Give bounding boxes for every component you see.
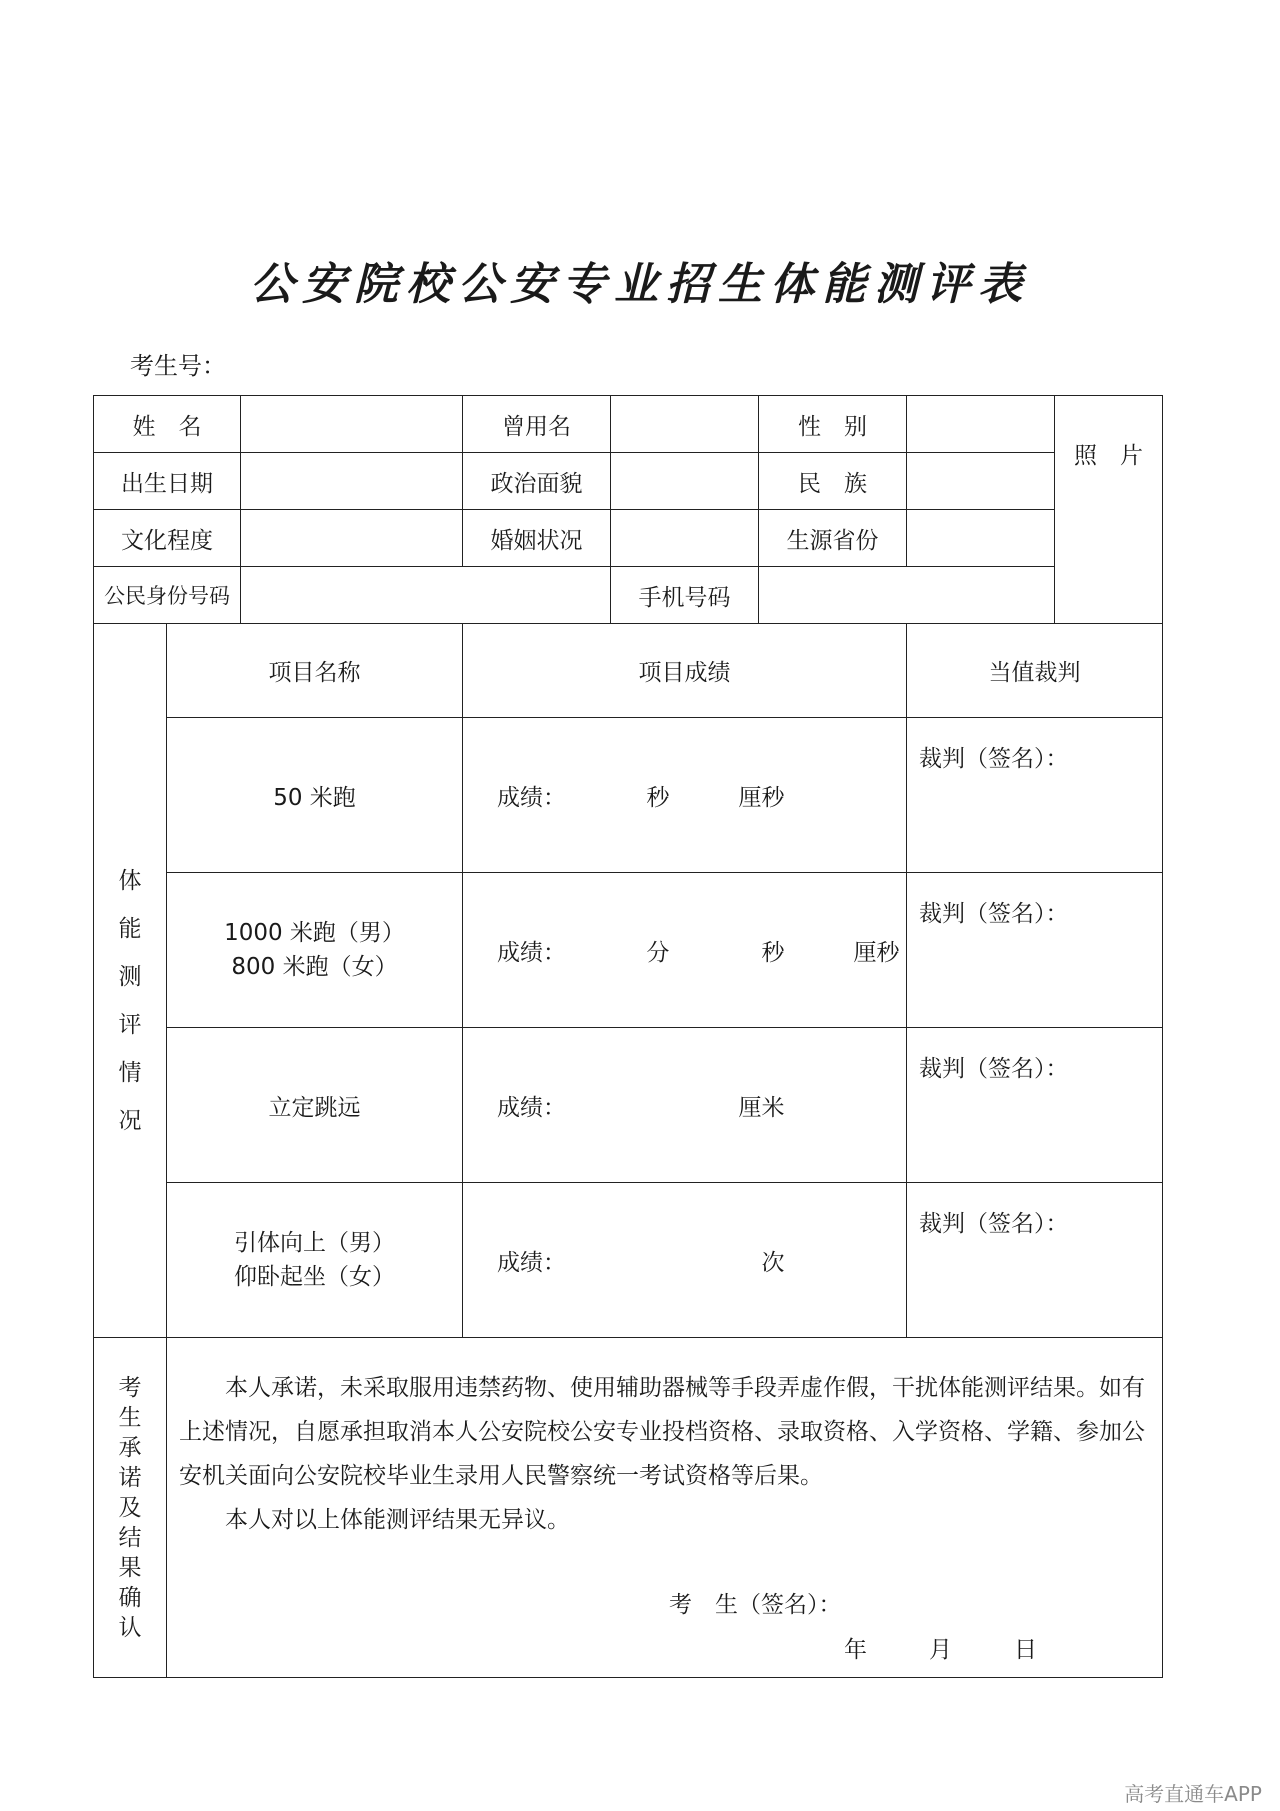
former-name-label: 曾用名 — [463, 396, 611, 453]
ethnicity-field[interactable] — [907, 453, 1055, 510]
section-char: 确 — [118, 1584, 142, 1611]
birth-field[interactable] — [241, 453, 463, 510]
id-number-field[interactable] — [241, 567, 611, 624]
promise-paragraph-2: 本人对以上体能测评结果无异议。 — [225, 1507, 570, 1533]
section-char: 结 — [118, 1524, 142, 1551]
header-judge: 当值裁判 — [907, 624, 1163, 718]
political-field[interactable] — [611, 453, 759, 510]
section-char: 果 — [118, 1554, 142, 1581]
score-pullup-situp[interactable]: 成绩： 次 — [463, 1183, 907, 1338]
score-standing-jump[interactable]: 成绩： 厘米 — [463, 1028, 907, 1183]
promise-section-label — [94, 1338, 167, 1678]
item-name-line: 引体向上（男） — [234, 1230, 395, 1256]
gender-label: 性 别 — [759, 396, 907, 453]
marital-field[interactable] — [611, 510, 759, 567]
judge-pullup-situp[interactable]: 裁判（签名）： — [907, 1183, 1163, 1338]
candidate-signature[interactable]: 考 生（签名）： — [669, 1592, 842, 1618]
promise-content — [167, 1338, 1163, 1678]
item-name-line: 立定跳远 — [268, 1094, 361, 1121]
item-pullup-situp — [167, 1183, 463, 1338]
item-name-line: 800 米跑（女） — [231, 954, 398, 980]
item-1000m-800m — [167, 873, 463, 1028]
section-char: 认 — [118, 1614, 142, 1641]
header-item-score: 项目成绩 — [463, 624, 907, 718]
province-field[interactable] — [907, 510, 1055, 567]
judge-standing-jump[interactable]: 裁判（签名）： — [907, 1028, 1163, 1183]
form-title: 公安院校公安专业招生体能测评表 — [250, 259, 1030, 310]
section-char: 及 — [118, 1494, 142, 1521]
judge-50m[interactable]: 裁判（签名）： — [907, 718, 1163, 873]
section-char: 测 — [118, 963, 142, 990]
name-label: 姓 名 — [94, 396, 241, 453]
section-char: 情 — [118, 1059, 142, 1086]
province-label: 生源省份 — [759, 510, 907, 567]
birth-label: 出生日期 — [94, 453, 241, 510]
item-name-line: 仰卧起坐（女） — [234, 1264, 395, 1290]
item-standing-jump — [167, 1028, 463, 1183]
evaluation-form-table — [93, 395, 1163, 1678]
name-field[interactable] — [241, 396, 463, 453]
section-char: 体 — [118, 867, 142, 894]
section-char: 评 — [118, 1011, 142, 1038]
score-50m[interactable]: 成绩： 秒 厘秒 — [463, 718, 907, 873]
watermark: 高考直通车APP — [1124, 1782, 1262, 1806]
section-char: 承 — [118, 1434, 142, 1461]
section-char: 考 — [118, 1374, 142, 1401]
phone-label: 手机号码 — [611, 567, 759, 624]
date-month: 月 — [929, 1637, 952, 1663]
section-char: 况 — [118, 1107, 142, 1134]
former-name-field[interactable] — [611, 396, 759, 453]
gender-field[interactable] — [907, 396, 1055, 453]
fitness-section-label — [94, 624, 167, 1338]
education-field[interactable] — [241, 510, 463, 567]
header-item-name: 项目名称 — [167, 624, 463, 718]
political-label: 政治面貌 — [463, 453, 611, 510]
score-1000m-800m[interactable]: 成绩： 分 秒 厘秒 — [463, 873, 907, 1028]
judge-1000m-800m[interactable]: 裁判（签名）： — [907, 873, 1163, 1028]
exam-number-label: 考生号： — [130, 352, 226, 380]
date-year: 年 — [844, 1637, 867, 1663]
promise-paragraph-1: 本人承诺，未采取服用违禁药物、使用辅助器械等手段弄虚作假，干扰体能测评结果。如有上述情况，自愿承担取消本人公安院校公安专业投档资格、录取资格、入学资格、学籍、参加公安机关面向公安院校毕业生录用人民警察统一考试资格等后果。 — [179, 1375, 1145, 1489]
ethnicity-label: 民 族 — [759, 453, 907, 510]
id-number-label: 公民身份号码 — [94, 567, 241, 624]
education-label: 文化程度 — [94, 510, 241, 567]
section-char: 生 — [118, 1404, 142, 1431]
item-50m — [167, 718, 463, 873]
date-day: 日 — [1014, 1637, 1037, 1663]
phone-field[interactable] — [759, 567, 1055, 624]
marital-label: 婚姻状况 — [463, 510, 611, 567]
item-name-line: 1000 米跑（男） — [224, 920, 405, 946]
section-char: 能 — [118, 915, 142, 942]
item-name-line: 50 米跑 — [273, 784, 356, 811]
photo-box[interactable]: 照 片 — [1055, 396, 1163, 624]
section-char: 诺 — [118, 1464, 142, 1491]
signature-date[interactable] — [179, 1631, 1150, 1664]
